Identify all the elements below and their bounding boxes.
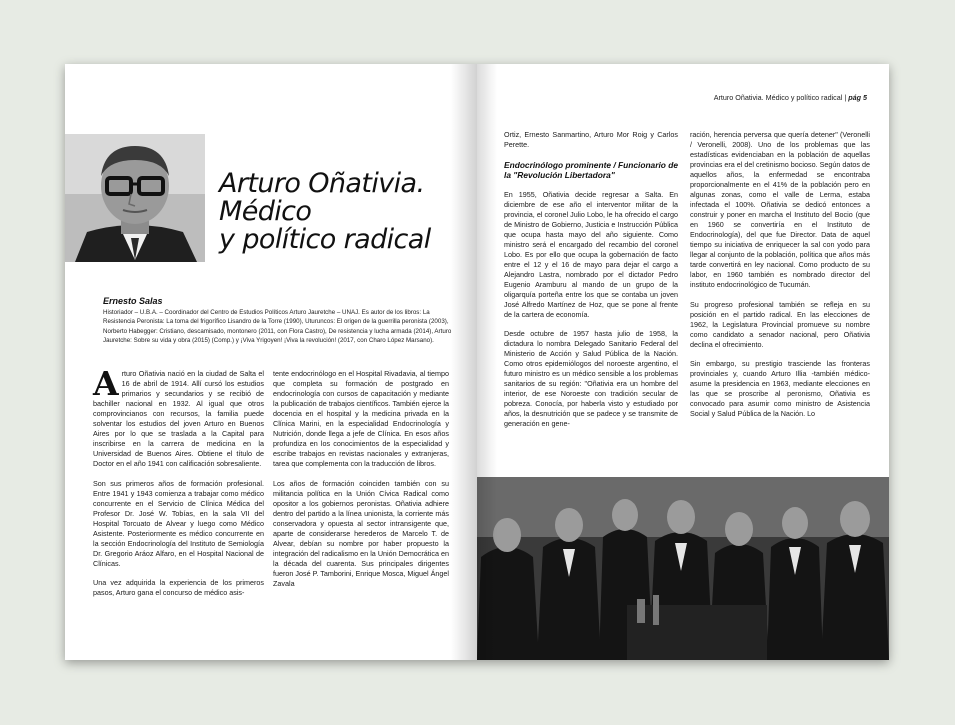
left-column-1 xyxy=(93,364,264,608)
group-photo xyxy=(477,477,889,660)
left-page xyxy=(65,64,477,660)
right-page xyxy=(477,64,889,660)
section-subhead: Endocrinólogo prominente / Funcionario de la "Revolución Libertadora" xyxy=(504,159,679,180)
gutter-shadow xyxy=(451,64,477,660)
paragraph: Desde octubre de 1957 hasta julio de 1958, la dictadura lo nombra Delegado Sanitario Federal del Ministerio de Acción y Salud Pública de la Nación. Como otros epidemiólogos del noroeste argentino, el futuro ministro es un médico sensible a los problemas sanitarios de su región: "Oñativia era un hombre del interior, de ese Noroeste con tradición secular de pobreza. Conocía, por haberla visto y estudiado por años, la desnutrición que se padece y se transmite de generación en gene- xyxy=(504,329,678,429)
paragraph: En 1955, Oñativia decide regresar a Salta. En diciembre de ese año el interventor militar de la provincia, el coronel Julio Lobo, le ha ofrecido el cargo de Ministro de Gobierno, Justicia e Instrucción Pública que ocupa hasta mayo del año siguiente. Como ministro será el encargado del recambio del coronel Lobo. Es por ello que ocupa la gobernación de facto entre el 12 y el 16 de mayo para dejar el cargo a Alejandro Lastra, nombrado por el dictador Pedro Eugenio Aramburu al mando de un grupo de la oligarquía porteña entre los que se contaba un joven José Alfredo Martínez de Hoz, que se pone al frente de la cartera de economía. xyxy=(504,189,678,319)
running-head xyxy=(714,93,867,102)
title-line-1: Arturo Oñativia. xyxy=(219,168,425,199)
paragraph: Son sus primeros años de formación profesional. Entre 1941 y 1943 comienza a trabajar como médico concurrente en el Servicio de Clínica Médica del Profesor Dr. José W. Tobías, en la sala VII del Hospital Torcuato de Alvear y luego como Médico Asistente. Posteriormente es médico concurrente en la sección Endocrinología del Instituto de Semiología Dr. Gregorio Aráoz Alfaro, en el Hospital Nacional de Clínicas. xyxy=(93,478,264,568)
paragraph: tente endocrinólogo en el Hospital Rivadavia, al tiempo que completa su formación de postgrado en endocrinología con cursos de capacitación y mediante la publicación de trabajos científicos. También ejerce la docencia en el hospital y la medicina privada en la Clínica Marini, en la especialidad Endocrinología y Nutrición, donde llega a jefe de Clínica. En esos años profundiza en los conocimientos de la especialidad y escribe trabajos en revistas nacionales y extranjeras, tarea que complementa con la traducción de libros. xyxy=(273,369,449,468)
running-head-text: Arturo Oñativia. Médico y político radical | xyxy=(713,93,847,102)
paragraph-text: rturo Oñativia nació en la ciudad de Salta el 16 de abril de 1914. Allí cursó los estudios primarios y secundarios y se recibió de bachiller nacional en 1932. Al igual que otros comprovincianos con recursos, la familia puede solventar los estudios del joven Arturo en Buenos Aires por lo que se traslada a la Capital para inscribirse en la carrera de medicina en la Universidad de Buenos Aires. Obtiene el título de Doctor en el año 1941 con calificación sobresaliente. xyxy=(93,369,264,468)
paragraph: Los años de formación coinciden también con su militancia política en la Unión Cívica Radical como opositor a los gobiernos peronistas. Oñativia adhiere dentro del partido a la línea unionista, la corriente más conservadora y opuesta al sector intransigente que, aparte de considerarse herederos de Marcelo T. de Alvear, debían su nombre por haber propuesto la integración del radicalismo en la Unión Democrática en la década del cuarenta. Sus principales dirigentes fueron José P. Tamborini, Enrique Mosca, Miguel Ángel Zavala xyxy=(273,478,449,588)
gutter-shadow xyxy=(477,64,497,660)
author-block xyxy=(103,296,463,346)
left-column-2 xyxy=(273,369,449,598)
right-column-2 xyxy=(690,130,870,429)
title-line-2: Médico xyxy=(219,196,312,227)
paragraph: ración, herencia perversa que quería detener" (Veronelli / Veronelli, 2008). Uno de los problemas que las estadísticas evidenciaban en la población de aquellas provincias era el del cretinismo bocioso. Según datos de aquellos años, la enfermedad se encontraba proporcionalmente en el 41% de la población pero en algunas zonas, como el valle de Lerma, estaba infectada el 100%. Oñativia se dedicó entonces a construir y poner en marcha el Instituto del Bocio (que en 1960 se convertiría en el Instituto de Endocrinología), del que fue Director. Data de aquel tiempo su iniciativa de enriquecer la sal con yodo para llegar al conjunto de la población, política que años más tarde convertirá en ley nacional. Como producto de su labor, en 1960 también es nombrado director del instituto endocrinológico de Tucumán. xyxy=(690,130,870,289)
portrait-photo xyxy=(65,134,205,262)
right-column-1 xyxy=(504,130,678,439)
drop-cap: A xyxy=(93,364,119,403)
paragraph: Su progreso profesional también se refleja en su posición en el partido radical. En las elecciones de 1962, la Legislatura Provincial promueve su nombre como candidato a senador nacional, pero Oñativia declina el ofrecimiento. xyxy=(690,299,870,349)
article-title xyxy=(219,170,465,254)
magazine-spread xyxy=(65,64,889,660)
paragraph xyxy=(93,364,264,469)
author-name: Ernesto Salas xyxy=(103,296,163,306)
title-line-3: y político radical xyxy=(219,224,431,255)
paragraph: Una vez adquirida la experiencia de los primeros pasos, Arturo gana el concurso de médico asis- xyxy=(93,578,264,597)
paragraph: Ortiz, Ernesto Sanmartino, Arturo Mor Roig y Carlos Perette. xyxy=(504,130,678,149)
author-bio: Historiador – U.B.A. – Coordinador del Centro de Estudios Políticos Arturo Jauretche – UNAJ. Es autor de los libros: La Resistencia Peronista: La toma del frigorífico Lisandro de la Torre (1990), Uturuncos: El origen de la guerrilla peronista (2003), Norberto Habegger: Cristiano, descamisado, montonero (2011, con Flora Castro), De resistencia y lucha armada (2014), Arturo Jauretche: Sobre su vida y obra (2015) (Comp.) y ¡Viva Yrigoyen! ¡Viva la revolución! (2017, con Charo López Marsano). xyxy=(103,309,452,345)
paragraph: Sin embargo, su prestigio trasciende las fronteras provinciales y, cuando Arturo Illia -también médico- asume la presidencia en 1963, mediante elecciones en las que se proscribe al peronismo, Oñativia es convocado para asumir como ministro de Asistencia Social y Salud Pública de la Nación. Lo xyxy=(690,359,870,418)
page-number: pág 5 xyxy=(848,93,867,102)
